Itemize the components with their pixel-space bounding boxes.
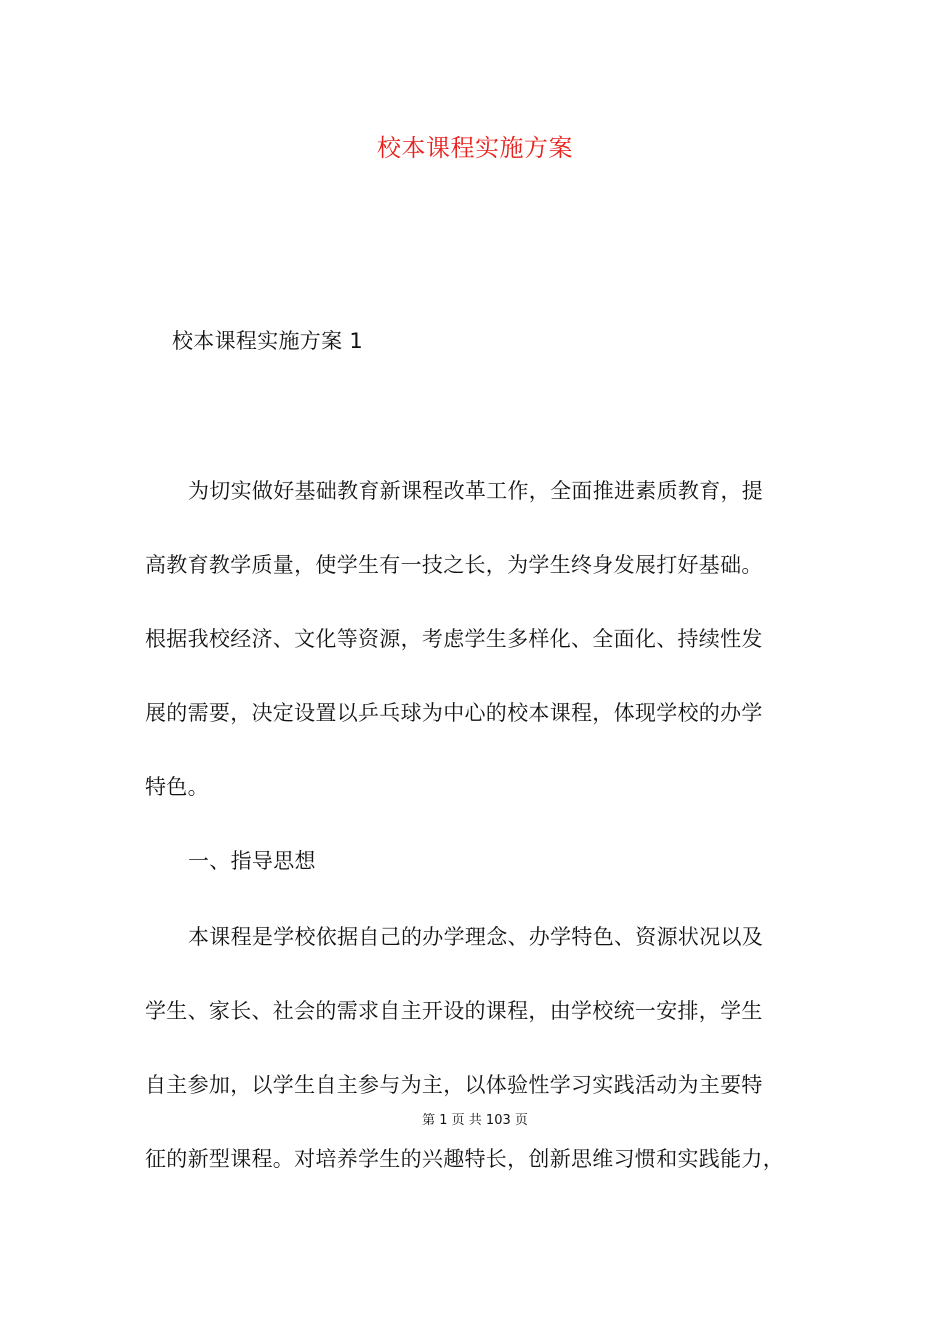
paragraph-line: 高教育教学质量，使学生有一技之长，为学生终身发展打好基础。 (145, 553, 763, 577)
paragraph-line: 为切实做好基础教育新课程改革工作，全面推进素质教育，提 (188, 479, 764, 503)
paragraph-line: 学生、家长、社会的需求自主开设的课程，由学校统一安排，学生 (145, 999, 763, 1023)
paragraph-line: 自主参加，以学生自主参与为主，以体验性学习实践活动为主要特 (145, 1073, 763, 1097)
paragraph-line: 展的需要，决定设置以乒乓球为中心的校本课程，体现学校的办学 (145, 701, 763, 725)
paragraph-line: 本课程是学校依据自己的办学理念、办学特色、资源状况以及 (188, 925, 764, 949)
page-footer: 第 1 页 共 103 页 (422, 1113, 528, 1128)
document-title: 校本课程实施方案 (377, 134, 573, 162)
paragraph-line: 征的新型课程。对培养学生的兴趣特长，创新思维习惯和实践能力， (145, 1147, 784, 1171)
paragraph-line: 特色。 (145, 775, 209, 799)
section-heading: 校本课程实施方案 1 (172, 329, 364, 353)
paragraph-line: 根据我校经济、文化等资源，考虑学生多样化、全面化、持续性发 (145, 627, 763, 651)
subheading-guiding-ideology: 一、指导思想 (188, 849, 316, 873)
